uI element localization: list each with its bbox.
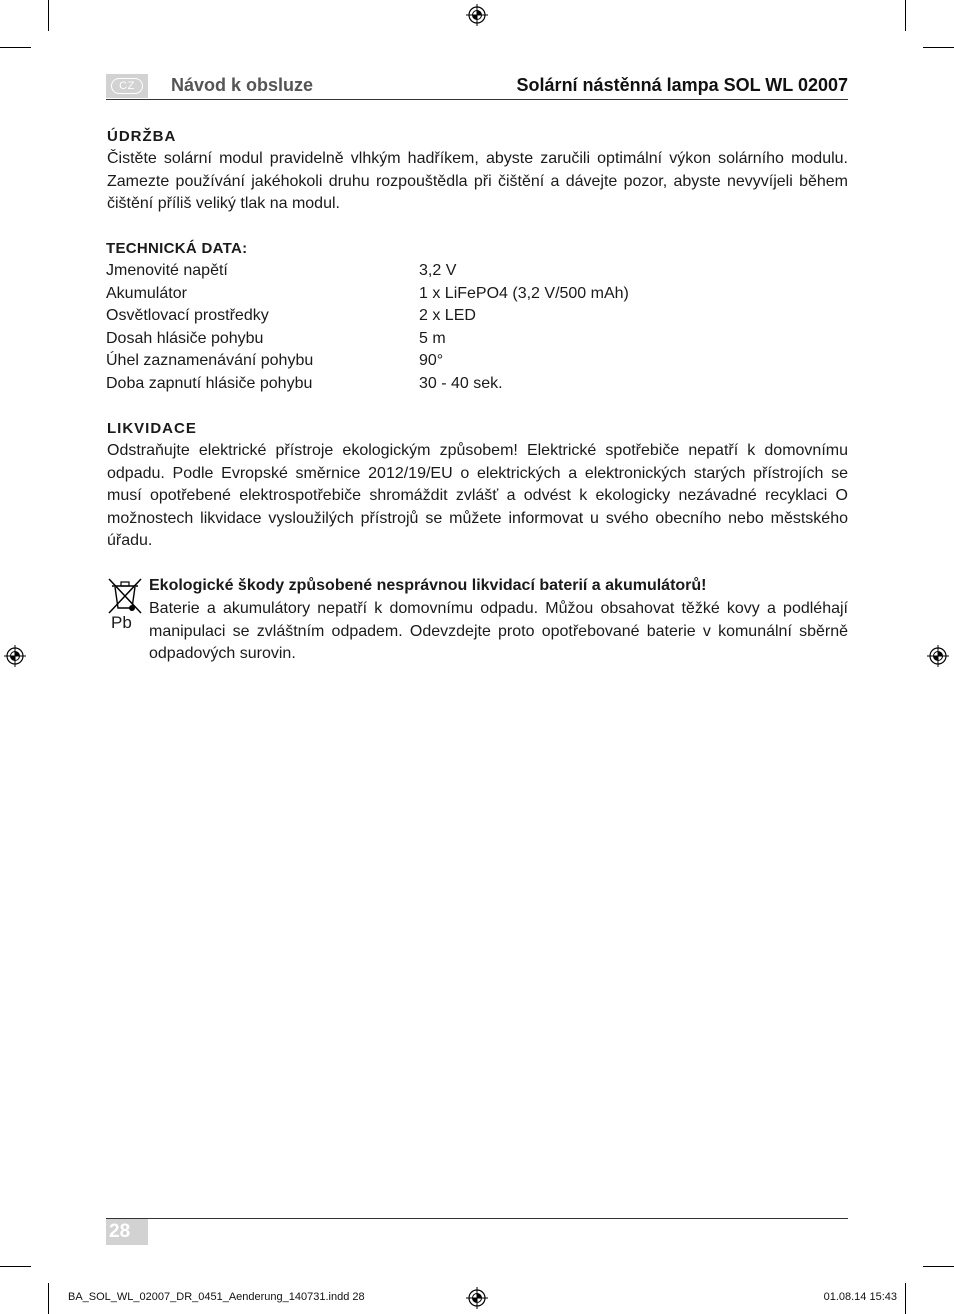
crop-mark [923,47,954,48]
spec-value: 2 x LED [419,307,476,324]
spec-value: 30 - 40 sek. [419,375,503,392]
technical-heading: TECHNICKÁ DATA: [106,240,248,257]
registration-mark-icon [927,645,949,667]
registration-mark-icon [466,1287,488,1309]
crop-mark [923,1266,954,1267]
lead-symbol-label: Pb [111,613,132,632]
crop-mark [48,1283,49,1314]
crop-mark [0,47,31,48]
slug-date: 01.08.14 15:43 [823,1291,897,1303]
language-badge [106,74,148,98]
crop-mark [905,1283,906,1314]
maintenance-heading: ÚDRŽBA [107,128,177,145]
crossed-bin-graphic [106,577,144,615]
registration-mark-icon [466,4,488,26]
spec-row [106,350,806,372]
maintenance-text: Čistěte solární modul pravidelně vlhkým hadříkem, abyste zaručili optimální výkon solárního modulu. Zamezte používání jakéhokoli druhu rozpouštědla při čištění a dávejte pozor, abyste nevyvíjeli během čištění příliš veliký tlak na modul. [107,150,848,213]
spec-value: 1 x LiFePO4 (3,2 V/500 mAh) [419,285,629,302]
crop-mark [0,1266,31,1267]
spec-value: 5 m [419,330,446,347]
slug-filename: BA_SOL_WL_02007_DR_0451_Aenderung_140731.indd 28 [68,1291,365,1303]
manual-title: Návod k obsluze [171,75,314,95]
disposal-heading: LIKVIDACE [107,420,197,437]
disposal-text: Odstraňujte elektrické přístroje ekologickým způsobem! Elektrické spotřebiče nepatří k domovnímu odpadu. Podle Evropské směrnice 2012/19/EU o elektrických a elektronických starých přístrojích se musí opotřebené elektrospotřebiče shromáždit zvlášť a odvést k ekologicky nezávadné recyklaci O možnostech likvidace vysloužilých přístrojů se můžete informovat u svého obecního nebo městského úřadu. [107,442,848,550]
spec-value: 90° [419,352,444,369]
footer-rule [106,1218,848,1219]
spec-label: Jmenovité napětí [106,262,228,279]
spec-label: Doba zapnutí hlásiče pohybu [106,375,313,392]
battery-warning-title: Ekologické škody způsobené nesprávnou likvidací baterií a akumulátorů! [149,577,707,594]
page-number: 28 [106,1219,148,1245]
spec-label: Úhel zaznamenávání pohybu [106,352,314,369]
spec-label: Osvětlovací prostředky [106,307,269,324]
spec-row [106,283,806,305]
spec-row [106,373,806,395]
crossed-bin-icon [106,577,144,633]
spec-label: Dosah hlásiče pohybu [106,330,264,347]
battery-warning-text: Baterie a akumulátory nepatří k domovnímu odpadu. Můžou obsahovat těžké kovy a podléhají manipulaci se zvláštním odpadem. Odevzdejte proto opotřebované baterie v komunální sběrně odpadových surovin. [149,600,848,663]
language-badge-label: CZ [111,78,143,94]
spec-row [106,260,806,282]
header-rule [106,99,848,100]
spec-row [106,305,806,327]
registration-mark-icon [4,645,26,667]
spec-row [106,328,806,350]
crop-mark [48,0,49,31]
product-title: Solární nástěnná lampa SOL WL 02007 [516,75,848,95]
spec-label: Akumulátor [106,285,187,302]
spec-value: 3,2 V [419,262,457,279]
crop-mark [905,0,906,31]
